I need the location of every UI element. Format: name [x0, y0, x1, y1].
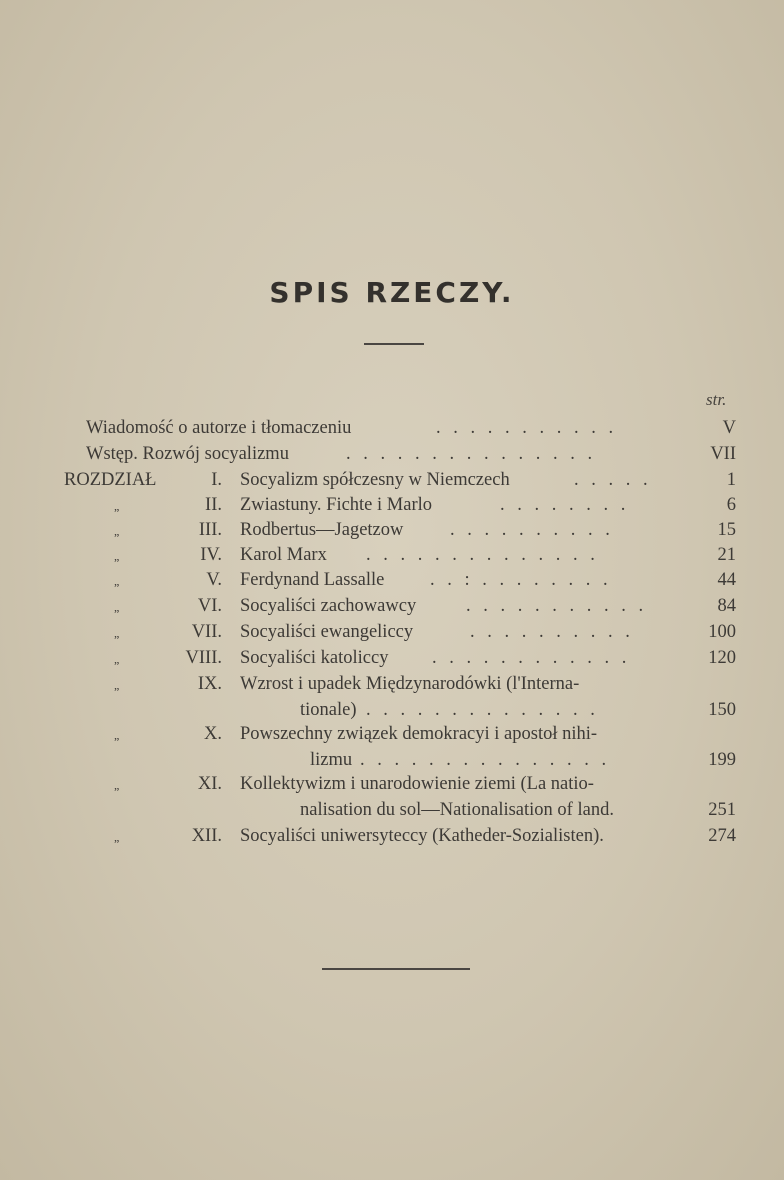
toc-page-number: 1: [726, 470, 736, 490]
toc-page-number: 100: [708, 622, 736, 642]
toc-entry: [0, 648, 784, 672]
toc-entry-title: Zwiastuny. Fichte i Marlo: [240, 495, 432, 515]
toc-entry-title-continued: tionale): [300, 700, 357, 720]
toc-entry: [0, 596, 784, 620]
toc-entry-title: Ferdynand Lassalle: [240, 570, 385, 590]
toc-entry: [0, 774, 784, 798]
chapter-number: VI.: [197, 596, 222, 616]
toc-page-number: 15: [717, 520, 736, 540]
ditto-mark: „: [114, 778, 120, 792]
toc-entry: [0, 418, 784, 442]
toc-page-number: 274: [708, 826, 736, 846]
ditto-mark: „: [114, 678, 120, 692]
chapter-number: IX.: [197, 674, 222, 694]
ditto-mark: „: [114, 524, 120, 538]
toc-entry: [0, 545, 784, 569]
toc-leader-dots: . . . . . . . . . .: [470, 622, 634, 642]
chapter-number: VIII.: [185, 648, 222, 668]
page-column-header: str.: [706, 390, 727, 409]
chapter-label: ROZDZIAŁ: [64, 470, 157, 490]
toc-leader-dots: . . : . . . . . . . .: [430, 570, 612, 590]
toc-leader-dots: . . . . . . . . . . . . . . .: [346, 444, 597, 464]
toc-leader-dots: . . . . . . . .: [500, 495, 630, 515]
toc-page-number: 120: [708, 648, 736, 668]
ditto-mark: „: [114, 652, 120, 666]
toc-page-number: V: [722, 418, 736, 438]
ditto-mark: „: [114, 600, 120, 614]
toc-leader-dots: . . . . . . . . . . . . . .: [366, 700, 599, 720]
toc-entry: [0, 724, 784, 748]
toc-leader-dots: . . . . . . . . . . .: [466, 596, 648, 616]
ditto-mark: „: [114, 626, 120, 640]
toc-entry-title: Wzrost i upadek Międzynarodówki (l'Interna-: [240, 674, 580, 694]
ditto-mark: „: [114, 574, 120, 588]
toc-entry: [0, 622, 784, 646]
toc-entry-title-continued: lizmu: [310, 750, 353, 770]
page-title: SPIS RZECZY.: [269, 276, 515, 309]
chapter-number: IV.: [200, 545, 222, 565]
toc-page-number: 150: [708, 700, 736, 720]
toc-page-number: 44: [717, 570, 736, 590]
toc-entry: [0, 520, 784, 544]
toc-entry: [0, 444, 784, 468]
ditto-mark: „: [114, 728, 120, 742]
toc-entry-title-continued: nalisation du sol—Nationalisation of land.: [300, 800, 614, 820]
chapter-number: XII.: [191, 826, 222, 846]
toc-leader-dots: . . . . . . . . . . . . . .: [366, 545, 599, 565]
toc-page-number: 251: [708, 800, 736, 820]
toc-entry: [0, 570, 784, 594]
chapter-number: XI.: [197, 774, 222, 794]
toc-leader-dots: . . . . . . . . . .: [450, 520, 614, 540]
toc-entry-title: Kollektywizm i unarodowienie ziemi (La natio-: [240, 774, 594, 794]
toc-entry-continuation: [0, 800, 784, 824]
toc-entry-continuation: [0, 750, 784, 774]
title-divider: [364, 343, 424, 345]
toc-entry: [0, 470, 784, 494]
toc-leader-dots: . . . . .: [574, 470, 652, 490]
toc-entry: [0, 495, 784, 519]
toc-entry-title: Powszechny związek demokracyi i apostoł nihi-: [240, 724, 598, 744]
end-divider: [322, 968, 470, 970]
ditto-mark: „: [114, 549, 120, 563]
chapter-number: III.: [198, 520, 222, 540]
toc-entry-title: Wstęp. Rozwój socyalizmu: [86, 444, 289, 464]
toc-entry-continuation: [0, 700, 784, 724]
toc-page-number: 6: [726, 495, 736, 515]
toc-entry: [0, 674, 784, 698]
toc-entry-title: Socyalizm spółczesny w Niemczech: [240, 470, 510, 490]
toc-entry-title: Wiadomość o autorze i tłomaczeniu: [86, 418, 352, 438]
chapter-number: I.: [211, 470, 222, 490]
toc-leader-dots: . . . . . . . . . . . .: [432, 648, 631, 668]
toc-leader-dots: . . . . . . . . . . .: [436, 418, 618, 438]
toc-entry-title: Karol Marx: [240, 545, 327, 565]
toc-entry-title: Rodbertus—Jagetzow: [240, 520, 404, 540]
ditto-mark: „: [114, 830, 120, 844]
chapter-number: VII.: [191, 622, 222, 642]
chapter-number: V.: [206, 570, 222, 590]
toc-page-number: 199: [708, 750, 736, 770]
toc-page-number: VII: [710, 444, 736, 464]
chapter-number: X.: [204, 724, 222, 744]
toc-entry-title: Socyaliści zachowawcy: [240, 596, 417, 616]
toc-leader-dots: . . . . . . . . . . . . . . .: [360, 750, 611, 770]
ditto-mark: „: [114, 499, 120, 513]
toc-entry: [0, 826, 784, 850]
toc-entry-title: Socyaliści ewangeliccy: [240, 622, 414, 642]
toc-page-number: 21: [717, 545, 736, 565]
toc-entry-title: Socyaliści uniwersyteccy (Katheder-Sozialisten).: [240, 826, 604, 846]
chapter-number: II.: [205, 495, 222, 515]
toc-entry-title: Socyaliści katoliccy: [240, 648, 389, 668]
toc-page-number: 84: [717, 596, 736, 616]
